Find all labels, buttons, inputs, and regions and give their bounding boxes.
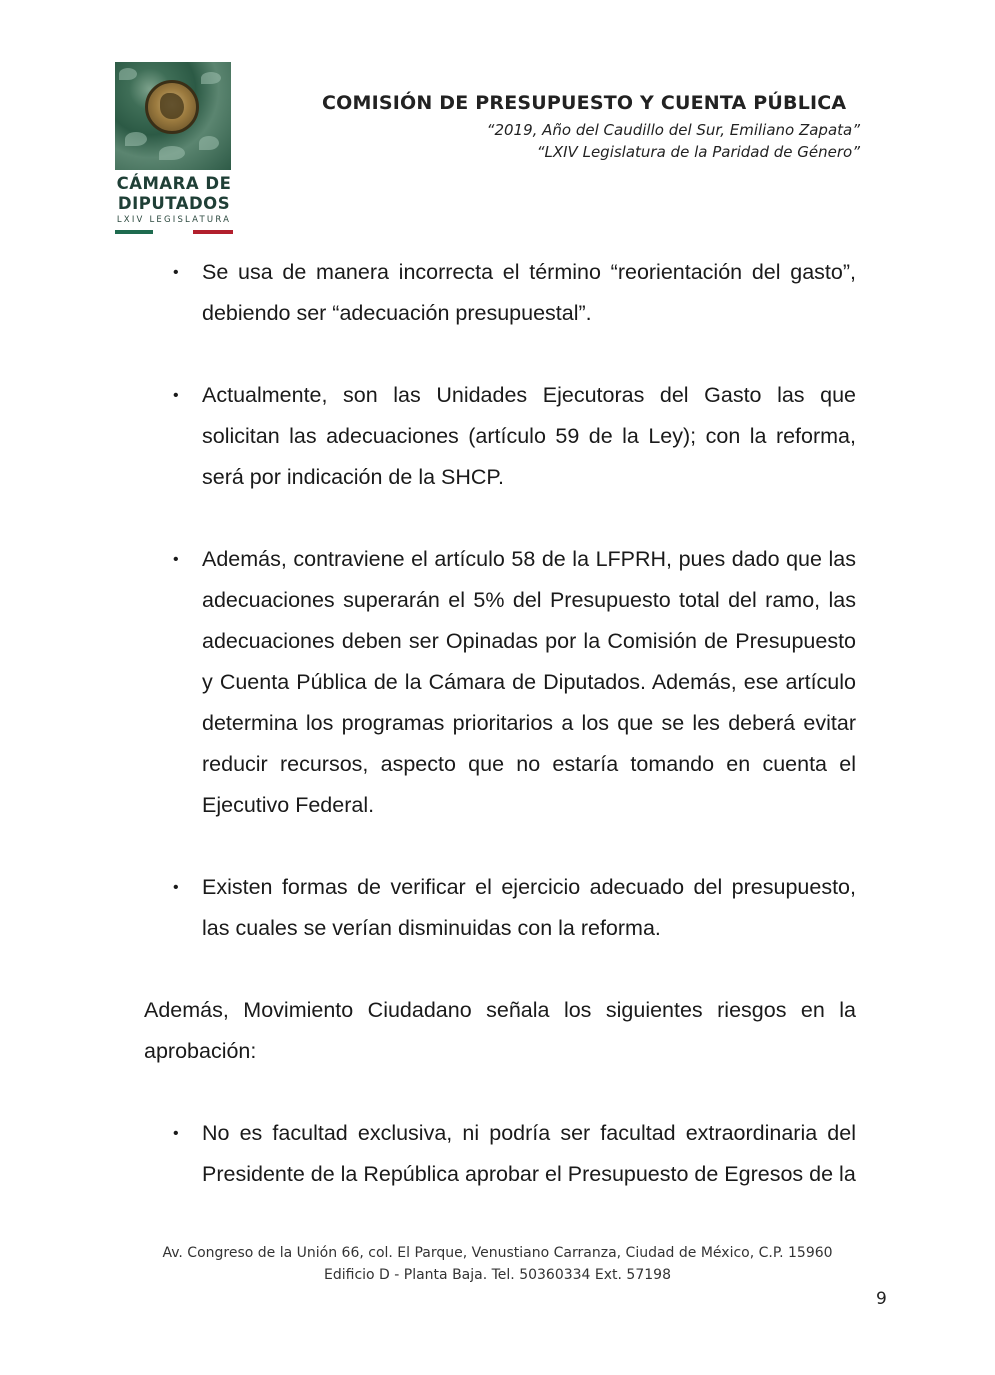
list-item-text: Se usa de manera incorrecta el término “reorientación del gasto”, debiendo ser “adecuación presupuestal”.: [202, 260, 856, 325]
bullet-icon: •: [173, 551, 179, 568]
bullet-icon: •: [173, 264, 179, 281]
list-item: [144, 539, 856, 826]
logo-text-line1: CÁMARA DE: [116, 174, 232, 193]
header-quote-year: “2019, Año del Caudillo del Sur, Emiliano Zapata”: [486, 121, 860, 139]
bullet-icon: •: [173, 1125, 179, 1142]
list-item-text: Actualmente, son las Unidades Ejecutoras del Gasto las que solicitan las adecuaciones (artículo 59 de la Ley); con la reforma, será por indicación de la SHCP.: [202, 383, 856, 489]
header-quote-legislature: “LXIV Legislatura de la Paridad de Género”: [536, 143, 860, 161]
list-item-text: Existen formas de verificar el ejercicio adecuado del presupuesto, las cuales se verían disminuidas con la reforma.: [202, 875, 856, 940]
camara-de-diputados-logo: [115, 62, 233, 238]
flag-stripe: [115, 230, 233, 234]
document-body: [144, 252, 856, 1195]
body-paragraph: Además, Movimiento Ciudadano señala los siguientes riesgos en la aprobación:: [144, 998, 856, 1063]
logo-emblem: [115, 62, 231, 170]
list-item-text: No es facultad exclusiva, ni podría ser facultad extraordinaria del Presidente de la República aprobar el Presupuesto de Egresos de la: [202, 1121, 856, 1186]
commission-title: COMISIÓN DE PRESUPUESTO Y CUENTA PÚBLICA: [322, 92, 847, 114]
list-item: [144, 867, 856, 949]
logo-text-line3: LXIV LEGISLATURA: [116, 215, 232, 225]
list-item: [144, 1113, 856, 1195]
list-item: [144, 375, 856, 498]
list-item-text: Además, contraviene el artículo 58 de la LFPRH, pues dado que las adecuaciones superarán el 5% del Presupuesto total del ramo, las adecuaciones deben ser Opinadas por la Comisión de Presupuesto y Cuenta Pública de la Cámara de Diputados. Además, ese artículo determina los programas prioritarios a los que se les deberá evitar reducir recursos, aspecto que no estaría tomando en cuenta el Ejecutivo Federal.: [202, 547, 856, 817]
footer-contact: Edificio D - Planta Baja. Tel. 50360334 Ext. 57198: [324, 1267, 671, 1283]
list-item: [144, 252, 856, 334]
logo-text-line2: DIPUTADOS: [117, 194, 231, 213]
bullet-icon: •: [173, 387, 179, 404]
bullet-icon: •: [173, 879, 179, 896]
page-number: 9: [876, 1289, 887, 1309]
footer-address: Av. Congreso de la Unión 66, col. El Parque, Venustiano Carranza, Ciudad de México, C.P. 15960: [162, 1245, 833, 1261]
national-seal-icon: [145, 80, 199, 134]
